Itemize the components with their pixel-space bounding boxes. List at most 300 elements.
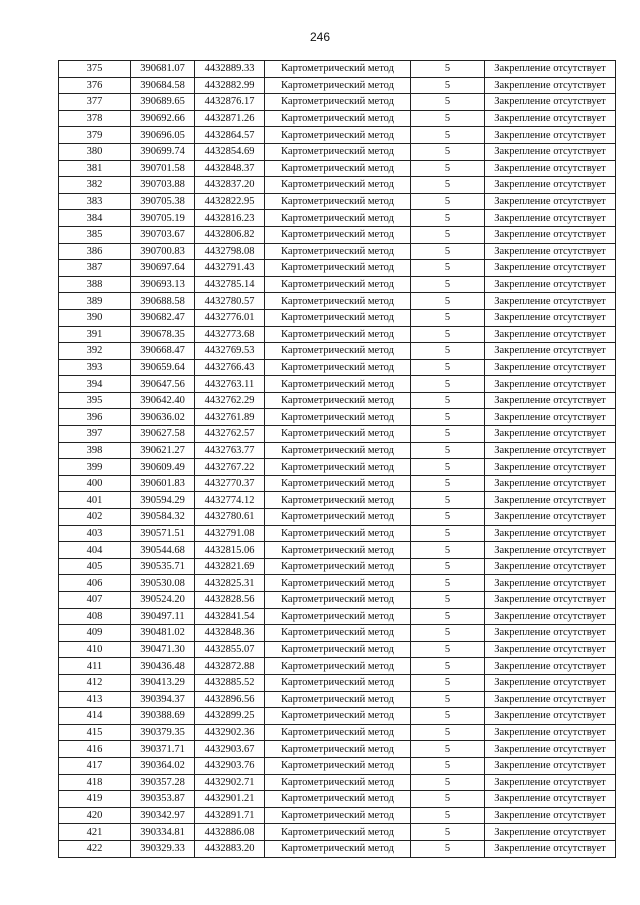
point-number-cell: 388 (59, 276, 131, 293)
y-coordinate-cell: 4432798.08 (195, 243, 265, 260)
x-coordinate-cell: 390530.08 (131, 575, 195, 592)
point-number-cell: 384 (59, 210, 131, 227)
fixing-cell: Закрепление отсутствует (485, 177, 616, 194)
table-row (59, 807, 616, 824)
x-coordinate-cell: 390647.56 (131, 376, 195, 393)
table-row (59, 757, 616, 774)
table-row (59, 475, 616, 492)
fixing-cell: Закрепление отсутствует (485, 575, 616, 592)
x-coordinate-cell: 390609.49 (131, 459, 195, 476)
point-number-cell: 399 (59, 459, 131, 476)
method-cell: Картометрический метод (265, 509, 411, 526)
method-cell: Картометрический метод (265, 392, 411, 409)
accuracy-cell: 5 (411, 641, 485, 658)
x-coordinate-cell: 390701.58 (131, 160, 195, 177)
method-cell: Картометрический метод (265, 459, 411, 476)
fixing-cell: Закрепление отсутствует (485, 840, 616, 857)
accuracy-cell: 5 (411, 426, 485, 443)
point-number-cell: 419 (59, 791, 131, 808)
y-coordinate-cell: 4432902.36 (195, 724, 265, 741)
method-cell: Картометрический метод (265, 226, 411, 243)
y-coordinate-cell: 4432903.76 (195, 757, 265, 774)
page-number: 246 (309, 30, 331, 44)
point-number-cell: 420 (59, 807, 131, 824)
table-row (59, 210, 616, 227)
y-coordinate-cell: 4432773.68 (195, 326, 265, 343)
accuracy-cell: 5 (411, 658, 485, 675)
x-coordinate-cell: 390705.38 (131, 193, 195, 210)
table-row (59, 741, 616, 758)
fixing-cell: Закрепление отсутствует (485, 143, 616, 160)
y-coordinate-cell: 4432883.20 (195, 840, 265, 857)
x-coordinate-cell: 390481.02 (131, 625, 195, 642)
point-number-cell: 403 (59, 525, 131, 542)
x-coordinate-cell: 390621.27 (131, 442, 195, 459)
accuracy-cell: 5 (411, 840, 485, 857)
method-cell: Картометрический метод (265, 343, 411, 360)
method-cell: Картометрический метод (265, 525, 411, 542)
y-coordinate-cell: 4432837.20 (195, 177, 265, 194)
y-coordinate-cell: 4432896.56 (195, 691, 265, 708)
point-number-cell: 376 (59, 77, 131, 94)
x-coordinate-cell: 390681.07 (131, 61, 195, 78)
point-number-cell: 394 (59, 376, 131, 393)
point-number-cell: 411 (59, 658, 131, 675)
table-row (59, 608, 616, 625)
x-coordinate-cell: 390436.48 (131, 658, 195, 675)
y-coordinate-cell: 4432761.89 (195, 409, 265, 426)
x-coordinate-cell: 390388.69 (131, 708, 195, 725)
point-number-cell: 400 (59, 475, 131, 492)
accuracy-cell: 5 (411, 509, 485, 526)
method-cell: Картометрический метод (265, 293, 411, 310)
y-coordinate-cell: 4432876.17 (195, 94, 265, 111)
table-row (59, 525, 616, 542)
fixing-cell: Закрепление отсутствует (485, 376, 616, 393)
x-coordinate-cell: 390705.19 (131, 210, 195, 227)
x-coordinate-cell: 390601.83 (131, 475, 195, 492)
method-cell: Картометрический метод (265, 359, 411, 376)
y-coordinate-cell: 4432822.95 (195, 193, 265, 210)
accuracy-cell: 5 (411, 525, 485, 542)
table-row (59, 575, 616, 592)
table-row (59, 791, 616, 808)
table-row (59, 326, 616, 343)
table-row (59, 177, 616, 194)
method-cell: Картометрический метод (265, 708, 411, 725)
y-coordinate-cell: 4432848.37 (195, 160, 265, 177)
point-number-cell: 413 (59, 691, 131, 708)
accuracy-cell: 5 (411, 542, 485, 559)
method-cell: Картометрический метод (265, 276, 411, 293)
y-coordinate-cell: 4432891.71 (195, 807, 265, 824)
accuracy-cell: 5 (411, 691, 485, 708)
accuracy-cell: 5 (411, 359, 485, 376)
method-cell: Картометрический метод (265, 658, 411, 675)
point-number-cell: 397 (59, 426, 131, 443)
point-number-cell: 385 (59, 226, 131, 243)
accuracy-cell: 5 (411, 110, 485, 127)
fixing-cell: Закрепление отсутствует (485, 359, 616, 376)
fixing-cell: Закрепление отсутствует (485, 542, 616, 559)
method-cell: Картометрический метод (265, 791, 411, 808)
accuracy-cell: 5 (411, 409, 485, 426)
y-coordinate-cell: 4432763.11 (195, 376, 265, 393)
point-number-cell: 396 (59, 409, 131, 426)
x-coordinate-cell: 390693.13 (131, 276, 195, 293)
x-coordinate-cell: 390413.29 (131, 674, 195, 691)
fixing-cell: Закрепление отсутствует (485, 724, 616, 741)
coordinates-table (58, 60, 616, 858)
accuracy-cell: 5 (411, 293, 485, 310)
x-coordinate-cell: 390703.88 (131, 177, 195, 194)
y-coordinate-cell: 4432882.99 (195, 77, 265, 94)
x-coordinate-cell: 390692.66 (131, 110, 195, 127)
point-number-cell: 379 (59, 127, 131, 144)
x-coordinate-cell: 390535.71 (131, 558, 195, 575)
y-coordinate-cell: 4432825.31 (195, 575, 265, 592)
fixing-cell: Закрепление отсутствует (485, 492, 616, 509)
accuracy-cell: 5 (411, 143, 485, 160)
x-coordinate-cell: 390342.97 (131, 807, 195, 824)
table-row (59, 276, 616, 293)
fixing-cell: Закрепление отсутствует (485, 475, 616, 492)
accuracy-cell: 5 (411, 674, 485, 691)
accuracy-cell: 5 (411, 492, 485, 509)
accuracy-cell: 5 (411, 276, 485, 293)
x-coordinate-cell: 390703.67 (131, 226, 195, 243)
x-coordinate-cell: 390353.87 (131, 791, 195, 808)
fixing-cell: Закрепление отсутствует (485, 392, 616, 409)
x-coordinate-cell: 390471.30 (131, 641, 195, 658)
fixing-cell: Закрепление отсутствует (485, 210, 616, 227)
table-row (59, 592, 616, 609)
table-row (59, 641, 616, 658)
method-cell: Картометрический метод (265, 143, 411, 160)
fixing-cell: Закрепление отсутствует (485, 426, 616, 443)
point-number-cell: 386 (59, 243, 131, 260)
y-coordinate-cell: 4432770.37 (195, 475, 265, 492)
y-coordinate-cell: 4432766.43 (195, 359, 265, 376)
method-cell: Картометрический метод (265, 243, 411, 260)
point-number-cell: 391 (59, 326, 131, 343)
fixing-cell: Закрепление отсутствует (485, 757, 616, 774)
method-cell: Картометрический метод (265, 309, 411, 326)
x-coordinate-cell: 390584.32 (131, 509, 195, 526)
method-cell: Картометрический метод (265, 592, 411, 609)
method-cell: Картометрический метод (265, 127, 411, 144)
method-cell: Картометрический метод (265, 840, 411, 857)
x-coordinate-cell: 390684.58 (131, 77, 195, 94)
point-number-cell: 389 (59, 293, 131, 310)
method-cell: Картометрический метод (265, 691, 411, 708)
x-coordinate-cell: 390636.02 (131, 409, 195, 426)
method-cell: Картометрический метод (265, 724, 411, 741)
fixing-cell: Закрепление отсутствует (485, 824, 616, 841)
table-row (59, 376, 616, 393)
fixing-cell: Закрепление отсутствует (485, 77, 616, 94)
y-coordinate-cell: 4432785.14 (195, 276, 265, 293)
fixing-cell: Закрепление отсутствует (485, 243, 616, 260)
accuracy-cell: 5 (411, 791, 485, 808)
table-row (59, 409, 616, 426)
table-row (59, 143, 616, 160)
fixing-cell: Закрепление отсутствует (485, 193, 616, 210)
y-coordinate-cell: 4432903.67 (195, 741, 265, 758)
point-number-cell: 393 (59, 359, 131, 376)
accuracy-cell: 5 (411, 625, 485, 642)
accuracy-cell: 5 (411, 326, 485, 343)
x-coordinate-cell: 390697.64 (131, 260, 195, 277)
table-row (59, 492, 616, 509)
x-coordinate-cell: 390594.29 (131, 492, 195, 509)
accuracy-cell: 5 (411, 309, 485, 326)
method-cell: Картометрический метод (265, 61, 411, 78)
accuracy-cell: 5 (411, 61, 485, 78)
y-coordinate-cell: 4432815.06 (195, 542, 265, 559)
table-row (59, 509, 616, 526)
accuracy-cell: 5 (411, 392, 485, 409)
method-cell: Картометрический метод (265, 774, 411, 791)
x-coordinate-cell: 390364.02 (131, 757, 195, 774)
method-cell: Картометрический метод (265, 77, 411, 94)
fixing-cell: Закрепление отсутствует (485, 625, 616, 642)
point-number-cell: 417 (59, 757, 131, 774)
y-coordinate-cell: 4432774.12 (195, 492, 265, 509)
point-number-cell: 387 (59, 260, 131, 277)
point-number-cell: 377 (59, 94, 131, 111)
point-number-cell: 421 (59, 824, 131, 841)
fixing-cell: Закрепление отсутствует (485, 509, 616, 526)
fixing-cell: Закрепление отсутствует (485, 127, 616, 144)
point-number-cell: 422 (59, 840, 131, 857)
fixing-cell: Закрепление отсутствует (485, 94, 616, 111)
table-row (59, 226, 616, 243)
x-coordinate-cell: 390524.20 (131, 592, 195, 609)
y-coordinate-cell: 4432886.08 (195, 824, 265, 841)
accuracy-cell: 5 (411, 343, 485, 360)
accuracy-cell: 5 (411, 741, 485, 758)
method-cell: Картометрический метод (265, 376, 411, 393)
fixing-cell: Закрепление отсутствует (485, 641, 616, 658)
accuracy-cell: 5 (411, 708, 485, 725)
x-coordinate-cell: 390689.65 (131, 94, 195, 111)
method-cell: Картометрический метод (265, 110, 411, 127)
accuracy-cell: 5 (411, 807, 485, 824)
fixing-cell: Закрепление отсутствует (485, 326, 616, 343)
y-coordinate-cell: 4432901.21 (195, 791, 265, 808)
point-number-cell: 406 (59, 575, 131, 592)
x-coordinate-cell: 390357.28 (131, 774, 195, 791)
accuracy-cell: 5 (411, 94, 485, 111)
accuracy-cell: 5 (411, 160, 485, 177)
method-cell: Картометрический метод (265, 260, 411, 277)
fixing-cell: Закрепление отсутствует (485, 691, 616, 708)
accuracy-cell: 5 (411, 193, 485, 210)
table-row (59, 558, 616, 575)
x-coordinate-cell: 390334.81 (131, 824, 195, 841)
point-number-cell: 415 (59, 724, 131, 741)
x-coordinate-cell: 390497.11 (131, 608, 195, 625)
table-row (59, 127, 616, 144)
table-row (59, 691, 616, 708)
fixing-cell: Закрепление отсутствует (485, 293, 616, 310)
table-row (59, 840, 616, 857)
accuracy-cell: 5 (411, 177, 485, 194)
y-coordinate-cell: 4432806.82 (195, 226, 265, 243)
accuracy-cell: 5 (411, 260, 485, 277)
method-cell: Картометрический метод (265, 625, 411, 642)
x-coordinate-cell: 390642.40 (131, 392, 195, 409)
accuracy-cell: 5 (411, 226, 485, 243)
accuracy-cell: 5 (411, 210, 485, 227)
y-coordinate-cell: 4432763.77 (195, 442, 265, 459)
y-coordinate-cell: 4432864.57 (195, 127, 265, 144)
table-row (59, 774, 616, 791)
table-row (59, 459, 616, 476)
table-row (59, 260, 616, 277)
table-row (59, 392, 616, 409)
fixing-cell: Закрепление отсутствует (485, 409, 616, 426)
fixing-cell: Закрепление отсутствует (485, 343, 616, 360)
method-cell: Картометрический метод (265, 757, 411, 774)
method-cell: Картометрический метод (265, 575, 411, 592)
fixing-cell: Закрепление отсутствует (485, 741, 616, 758)
table-row (59, 309, 616, 326)
x-coordinate-cell: 390668.47 (131, 343, 195, 360)
method-cell: Картометрический метод (265, 409, 411, 426)
y-coordinate-cell: 4432889.33 (195, 61, 265, 78)
table-row (59, 674, 616, 691)
accuracy-cell: 5 (411, 774, 485, 791)
fixing-cell: Закрепление отсутствует (485, 226, 616, 243)
y-coordinate-cell: 4432902.71 (195, 774, 265, 791)
method-cell: Картометрический метод (265, 177, 411, 194)
point-number-cell: 408 (59, 608, 131, 625)
y-coordinate-cell: 4432871.26 (195, 110, 265, 127)
accuracy-cell: 5 (411, 475, 485, 492)
fixing-cell: Закрепление отсутствует (485, 525, 616, 542)
point-number-cell: 405 (59, 558, 131, 575)
x-coordinate-cell: 390544.68 (131, 542, 195, 559)
x-coordinate-cell: 390379.35 (131, 724, 195, 741)
fixing-cell: Закрепление отсутствует (485, 260, 616, 277)
point-number-cell: 409 (59, 625, 131, 642)
table-row (59, 110, 616, 127)
method-cell: Картометрический метод (265, 542, 411, 559)
point-number-cell: 375 (59, 61, 131, 78)
point-number-cell: 382 (59, 177, 131, 194)
method-cell: Картометрический метод (265, 160, 411, 177)
point-number-cell: 390 (59, 309, 131, 326)
y-coordinate-cell: 4432828.56 (195, 592, 265, 609)
y-coordinate-cell: 4432780.61 (195, 509, 265, 526)
method-cell: Картометрический метод (265, 608, 411, 625)
method-cell: Картометрический метод (265, 193, 411, 210)
table-row (59, 724, 616, 741)
fixing-cell: Закрепление отсутствует (485, 276, 616, 293)
table-row (59, 708, 616, 725)
y-coordinate-cell: 4432855.07 (195, 641, 265, 658)
method-cell: Картометрический метод (265, 426, 411, 443)
table-row (59, 359, 616, 376)
method-cell: Картометрический метод (265, 674, 411, 691)
y-coordinate-cell: 4432885.52 (195, 674, 265, 691)
point-number-cell: 381 (59, 160, 131, 177)
table-row (59, 193, 616, 210)
fixing-cell: Закрепление отсутствует (485, 791, 616, 808)
table-row (59, 442, 616, 459)
y-coordinate-cell: 4432791.08 (195, 525, 265, 542)
point-number-cell: 407 (59, 592, 131, 609)
method-cell: Картометрический метод (265, 492, 411, 509)
y-coordinate-cell: 4432767.22 (195, 459, 265, 476)
accuracy-cell: 5 (411, 243, 485, 260)
method-cell: Картометрический метод (265, 442, 411, 459)
table-row (59, 625, 616, 642)
x-coordinate-cell: 390329.33 (131, 840, 195, 857)
y-coordinate-cell: 4432816.23 (195, 210, 265, 227)
fixing-cell: Закрепление отсутствует (485, 110, 616, 127)
y-coordinate-cell: 4432769.53 (195, 343, 265, 360)
method-cell: Картометрический метод (265, 326, 411, 343)
table-row (59, 542, 616, 559)
y-coordinate-cell: 4432821.69 (195, 558, 265, 575)
accuracy-cell: 5 (411, 608, 485, 625)
point-number-cell: 392 (59, 343, 131, 360)
point-number-cell: 383 (59, 193, 131, 210)
fixing-cell: Закрепление отсутствует (485, 442, 616, 459)
y-coordinate-cell: 4432791.43 (195, 260, 265, 277)
table-row (59, 94, 616, 111)
accuracy-cell: 5 (411, 442, 485, 459)
x-coordinate-cell: 390700.83 (131, 243, 195, 260)
accuracy-cell: 5 (411, 757, 485, 774)
y-coordinate-cell: 4432854.69 (195, 143, 265, 160)
table-row (59, 658, 616, 675)
x-coordinate-cell: 390682.47 (131, 309, 195, 326)
point-number-cell: 402 (59, 509, 131, 526)
table-row (59, 426, 616, 443)
point-number-cell: 412 (59, 674, 131, 691)
point-number-cell: 401 (59, 492, 131, 509)
fixing-cell: Закрепление отсутствует (485, 708, 616, 725)
x-coordinate-cell: 390688.58 (131, 293, 195, 310)
x-coordinate-cell: 390394.37 (131, 691, 195, 708)
fixing-cell: Закрепление отсутствует (485, 459, 616, 476)
table-row (59, 343, 616, 360)
y-coordinate-cell: 4432848.36 (195, 625, 265, 642)
x-coordinate-cell: 390371.71 (131, 741, 195, 758)
fixing-cell: Закрепление отсутствует (485, 658, 616, 675)
accuracy-cell: 5 (411, 127, 485, 144)
y-coordinate-cell: 4432776.01 (195, 309, 265, 326)
fixing-cell: Закрепление отсутствует (485, 674, 616, 691)
fixing-cell: Закрепление отсутствует (485, 61, 616, 78)
y-coordinate-cell: 4432899.25 (195, 708, 265, 725)
accuracy-cell: 5 (411, 558, 485, 575)
y-coordinate-cell: 4432762.57 (195, 426, 265, 443)
point-number-cell: 418 (59, 774, 131, 791)
x-coordinate-cell: 390659.64 (131, 359, 195, 376)
table-body (59, 61, 616, 858)
point-number-cell: 416 (59, 741, 131, 758)
x-coordinate-cell: 390696.05 (131, 127, 195, 144)
fixing-cell: Закрепление отсутствует (485, 558, 616, 575)
x-coordinate-cell: 390699.74 (131, 143, 195, 160)
method-cell: Картометрический метод (265, 94, 411, 111)
table-row (59, 77, 616, 94)
